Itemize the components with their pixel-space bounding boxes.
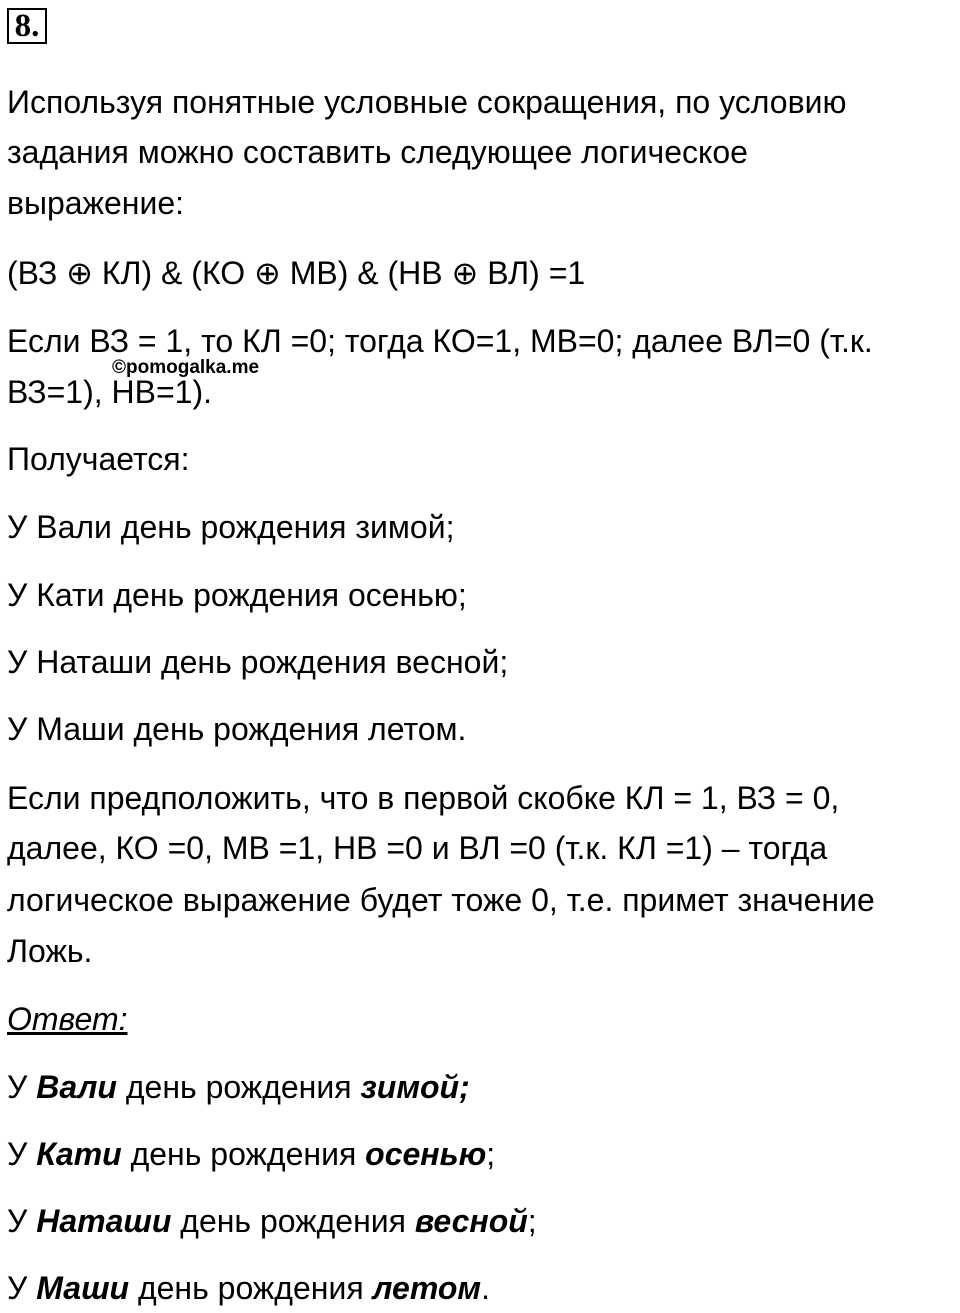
result-line-3: У Наташи день рождения весной; [7, 644, 509, 680]
answer-heading: Ответ: [7, 1001, 128, 1037]
answer-prefix: У [7, 1203, 37, 1239]
answer-line [7, 1067, 470, 1107]
answer-season: летом [372, 1270, 482, 1306]
case2-line-3: логическое выражение будет тоже 0, т.е. примет значение [7, 882, 875, 918]
answer-person: Кати [36, 1136, 122, 1172]
answer-season: зимой; [360, 1069, 470, 1105]
case2-line-2: далее, КО =0, МВ =1, НВ =0 и ВЛ =0 (т.к. КЛ =1) – тогда [7, 830, 828, 866]
result-line-2: У Кати день рождения осенью; [7, 577, 467, 613]
watermark: ©pomogalka.me [112, 357, 260, 378]
answer-prefix: У [7, 1136, 37, 1172]
task-number-box: 8. [7, 8, 47, 44]
intro-line-2: задания можно составить следующее логическое [7, 134, 748, 170]
intro-line-3: выражение: [7, 185, 185, 221]
case2-line-4: Ложь. [7, 933, 93, 969]
answer-middle: день рождения [129, 1270, 373, 1306]
answer-line [7, 1134, 495, 1174]
answer-suffix: . [481, 1270, 490, 1306]
answer-prefix: У [7, 1069, 37, 1105]
answer-middle: день рождения [116, 1069, 361, 1105]
case1-line-2: ВЗ=1), НВ=1). [7, 374, 213, 410]
logic-formula: (ВЗ ⊕ КЛ) & (КО ⊕ МВ) & (НВ ⊕ ВЛ) =1 [7, 255, 586, 291]
answer-prefix: У [7, 1270, 37, 1306]
answer-middle: день рождения [121, 1136, 366, 1172]
result-line-1: У Вали день рождения зимой; [7, 509, 455, 545]
answer-person: Вали [36, 1069, 117, 1105]
answer-season: весной [414, 1203, 528, 1239]
answer-season: осенью [365, 1136, 487, 1172]
answer-person: Наташи [36, 1203, 172, 1239]
answer-suffix: ; [527, 1203, 537, 1239]
answer-middle: день рождения [171, 1203, 415, 1239]
case2-line-1: Если предположить, что в первой скобке КЛ = 1, ВЗ = 0, [7, 780, 840, 816]
case1-line-1: Если ВЗ = 1, то КЛ =0; тогда КО=1, МВ=0; далее ВЛ=0 (т.к. [7, 323, 873, 359]
intro-line-1: Используя понятные условные сокращения, по условию [7, 84, 847, 120]
result-line-4: У Маши день рождения летом. [7, 711, 467, 747]
result-label: Получается: [7, 441, 190, 477]
answer-person: Маши [36, 1270, 130, 1306]
answer-suffix: ; [486, 1136, 496, 1172]
answer-line [7, 1268, 490, 1308]
answer-line [7, 1201, 537, 1241]
